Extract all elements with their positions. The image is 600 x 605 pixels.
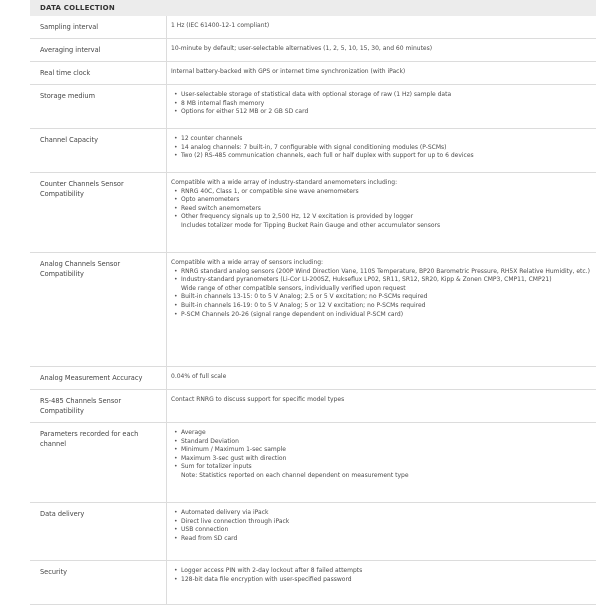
spec-label: Real time clock [30, 62, 167, 85]
spec-value: 1 Hz (IEC 61400-12-1 compliant) [167, 16, 597, 39]
spec-label: RS-485 Channels Sensor Compatibility [30, 390, 167, 423]
list-item: • Automated delivery via iPack [181, 509, 592, 518]
list-item: • 14 analog channels: 7 built-in, 7 configurable with signal conditioning modules (P-SCMs) [181, 144, 592, 153]
spec-value: 0.04% of full scale [167, 367, 597, 390]
spec-row [30, 39, 596, 62]
spec-value [167, 85, 597, 129]
list-item: • P-SCM Channels 20-26 (signal range dependent on individual P-SCM card) [181, 311, 592, 320]
spec-row [30, 62, 596, 85]
spec-label: Storage medium [30, 85, 167, 129]
list-item: • 12 counter channels [181, 135, 592, 144]
spec-list [171, 509, 592, 543]
spec-row [30, 561, 596, 605]
list-item: • Direct live connection through iPack [181, 518, 592, 527]
list-item: • Two (2) RS-485 communication channels, each full or half duplex with support for up to 6 devices [181, 152, 592, 161]
list-item: • Industry-standard pyranometers (Li-Cor LI-200SZ, Hukseflux LP02, SR11, SR12, SR20, Kipp & Zonen CMP3, CMP11, CMP21) [181, 276, 592, 285]
spec-row [30, 423, 596, 503]
spec-value [167, 561, 597, 605]
spec-value [167, 173, 597, 253]
spec-list [171, 567, 592, 584]
list-note: Includes totalizer mode for Tipping Bucket Rain Gauge and other accumulator sensors [181, 221, 441, 229]
spec-value: Contact RNRG to discuss support for specific model types [167, 390, 597, 423]
list-item: • Minimum / Maximum 1-sec sample [181, 446, 592, 455]
list-item: • Built-in channels 16-19: 0 to 5 V Analog; 5 or 12 V excitation; no P-SCMs required [181, 302, 592, 311]
list-item: • User-selectable storage of statistical data with optional storage of raw (1 Hz) sample data [181, 91, 592, 100]
spec-value [167, 129, 597, 173]
list-item: • USB connection [181, 526, 592, 535]
section-header: DATA COLLECTION [30, 0, 596, 16]
list-item: • Options for either 512 MB or 2 GB SD card [181, 108, 592, 117]
spec-row [30, 253, 596, 367]
spec-label: Averaging interval [30, 39, 167, 62]
list-item: • RNRG 40C, Class 1, or compatible sine wave anemometers [181, 188, 592, 197]
list-item: Wide range of other compatible sensors, individually verified upon request [181, 284, 406, 292]
list-item: • Logger access PIN with 2-day lockout after 8 failed attempts [181, 567, 592, 576]
list-item: • Built-in channels 13-15: 0 to 5 V Analog; 2.5 or 5 V excitation; no P-SCMs required [181, 293, 592, 302]
list-item: • Standard Deviation [181, 438, 592, 447]
list-item: • Other frequency signals up to 2,500 Hz, 12 V excitation is provided by logger [181, 213, 592, 222]
list-item: • Read from SD card [181, 535, 592, 544]
spec-label: Counter Channels Sensor Compatibility [30, 173, 167, 253]
spec-row [30, 173, 596, 253]
list-item: • Maximum 3-sec gust with direction [181, 455, 592, 464]
spec-label: Sampling interval [30, 16, 167, 39]
spec-intro: Compatible with a wide array of industry-standard anemometers including: [171, 179, 398, 186]
spec-row [30, 367, 596, 390]
spec-label: Analog Measurement Accuracy [30, 367, 167, 390]
spec-label: Security [30, 561, 167, 605]
spec-label: Parameters recorded for each channel [30, 423, 167, 503]
spec-table [30, 16, 596, 605]
spec-value: 10-minute by default; user-selectable alternatives (1, 2, 5, 10, 15, 30, and 60 minutes) [167, 39, 597, 62]
spec-row [30, 503, 596, 561]
list-item: • Sum for totalizer inputs [181, 463, 592, 472]
spec-value [167, 253, 597, 367]
spec-row [30, 16, 596, 39]
spec-row [30, 129, 596, 173]
spec-row [30, 85, 596, 129]
spec-list [171, 188, 592, 231]
spec-label: Analog Channels Sensor Compatibility [30, 253, 167, 367]
spec-list [171, 268, 592, 320]
list-item: • RNRG standard analog sensors (200P Wind Direction Vane, 110S Temperature, BP20 Barometric Pressure, RH5X Relative Humidity, etc.) [181, 268, 592, 277]
spec-list [171, 135, 592, 161]
list-note: Note: Statistics reported on each channel dependent on measurement type [181, 471, 409, 479]
spec-row [30, 390, 596, 423]
list-item: • Reed switch anemometers [181, 205, 592, 214]
list-item: • 8 MB internal flash memory [181, 100, 592, 109]
spec-label: Channel Capacity [30, 129, 167, 173]
spec-label: Data delivery [30, 503, 167, 561]
spec-value [167, 503, 597, 561]
list-item: • Opto anemometers [181, 196, 592, 205]
spec-value: Internal battery-backed with GPS or internet time synchronization (with iPack) [167, 62, 597, 85]
list-item: • 128-bit data file encryption with user-specified password [181, 576, 592, 585]
spec-list [171, 91, 592, 117]
spec-intro: Compatible with a wide array of sensors including: [171, 259, 324, 266]
list-item: • Average [181, 429, 592, 438]
spec-value [167, 423, 597, 503]
spec-sheet [30, 0, 596, 605]
spec-list [171, 429, 592, 481]
